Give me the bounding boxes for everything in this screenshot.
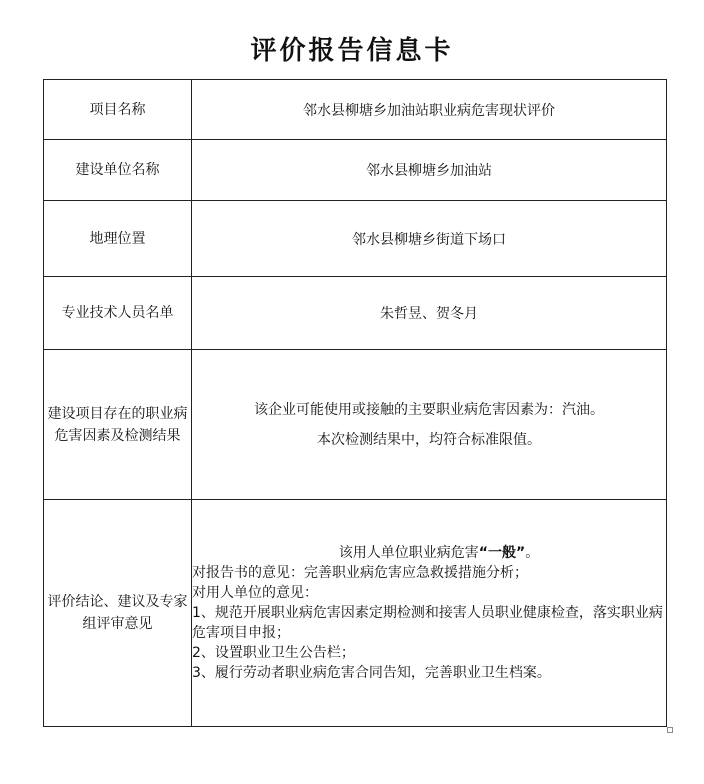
hazards-label: 建设项目存在的职业病危害因素及检测结果: [44, 350, 192, 500]
staff-label: 专业技术人员名单: [44, 277, 192, 350]
row-project-name: [44, 80, 667, 140]
staff-value: 朱哲昱、贺冬月: [192, 277, 667, 350]
hazards-value: [192, 350, 667, 500]
page-title: 评价报告信息卡: [250, 36, 454, 66]
conclusion-lead-suffix: 。: [525, 545, 540, 561]
row-hazards: [44, 350, 667, 500]
conclusion-line-2: 对用人单位的意见：: [192, 585, 318, 601]
location-value: 邻水县柳塘乡街道下场口: [192, 201, 667, 277]
row-location: [44, 201, 667, 277]
project-name-label: 项目名称: [44, 80, 192, 140]
conclusion-lead: [192, 543, 666, 563]
row-staff: [44, 277, 667, 350]
conclusion-line-5: 3、履行劳动者职业病危害合同告知，完善职业卫生档案。: [192, 665, 551, 681]
conclusion-line-3: 1、规范开展职业病危害因素定期检测和接害人员职业健康检查，落实职业病危害项目申报；: [192, 605, 663, 641]
hazards-line-2: 本次检测结果中，均符合标准限值。: [317, 431, 541, 448]
hazards-line-1: 该企业可能使用或接触的主要职业病危害因素为：汽油。: [254, 401, 604, 418]
location-label: 地理位置: [44, 201, 192, 277]
table-corner-marker: [667, 727, 673, 733]
row-conclusion: [44, 500, 667, 727]
project-name-value: 邻水县柳塘乡加油站职业病危害现状评价: [192, 80, 667, 140]
conclusion-line-1: 对报告书的意见：完善职业病危害应急救援措施分析；: [192, 565, 528, 581]
conclusion-label: 评价结论、建议及专家组评审意见: [44, 500, 192, 727]
conclusion-lead-prefix: 该用人单位职业病危害: [338, 545, 479, 561]
row-unit-name: [44, 140, 667, 201]
conclusion-value: [192, 500, 667, 727]
unit-name-value: 邻水县柳塘乡加油站: [192, 140, 667, 201]
unit-name-label: 建设单位名称: [44, 140, 192, 201]
hazard-level: “一般”: [478, 545, 526, 561]
conclusion-line-4: 2、设置职业卫生公告栏；: [192, 645, 355, 661]
info-card-table: [43, 79, 667, 727]
